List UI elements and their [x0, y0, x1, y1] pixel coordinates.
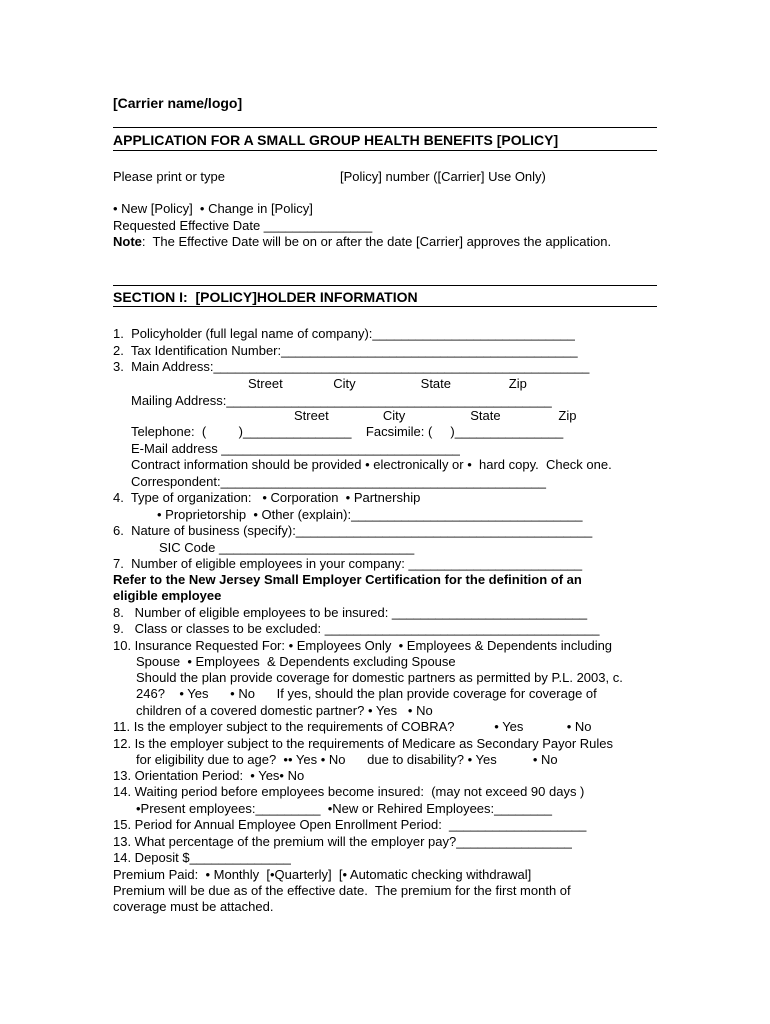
- organization-type-options-2[interactable]: • Proprietorship • Other (explain):________________________________: [157, 507, 583, 522]
- employees-insured-field[interactable]: 8. Number of eligible employees to be insured: ___________________________: [113, 605, 588, 620]
- title-top-rule: [113, 127, 657, 128]
- deposit-field[interactable]: 14. Deposit $______________: [113, 850, 291, 865]
- mailing-address-field[interactable]: Mailing Address:_____________________________________________: [131, 393, 552, 408]
- premium-due-note: Premium will be due as of the effective date. The premium for the first month of: [113, 883, 571, 898]
- insurance-requested-options-2[interactable]: Spouse • Employees & Dependents excluding Spouse: [136, 654, 456, 669]
- nature-of-business-field[interactable]: 6. Nature of business (specify):_________________________________________: [113, 523, 593, 538]
- correspondent-field[interactable]: Correspondent:_____________________________________________: [131, 474, 546, 489]
- employer-premium-percentage-field[interactable]: 13. What percentage of the premium will the employer pay?________________: [113, 834, 572, 849]
- premium-paid-options[interactable]: Premium Paid: • Monthly [•Quarterly] [• Automatic checking withdrawal]: [113, 867, 532, 882]
- sic-code-field[interactable]: SIC Code ___________________________: [159, 540, 415, 555]
- open-enrollment-field[interactable]: 15. Period for Annual Employee Open Enrollment Period: ___________________: [113, 817, 587, 832]
- policyholder-name-field[interactable]: 1. Policyholder (full legal name of company):____________________________: [113, 326, 575, 341]
- carrier-name-logo: [Carrier name/logo]: [113, 95, 243, 111]
- requested-effective-date-field[interactable]: Requested Effective Date _______________: [113, 218, 373, 233]
- mailing-address-sublabels: Street City State Zip: [294, 408, 577, 423]
- main-address-field[interactable]: 3. Main Address:____________________________________________________: [113, 359, 590, 374]
- certification-reference: Refer to the New Jersey Small Employer Certification for the definition of an: [113, 572, 582, 587]
- cobra-question[interactable]: 11. Is the employer subject to the requirements of COBRA? • Yes • No: [113, 719, 592, 734]
- new-or-change-policy-options[interactable]: • New [Policy] • Change in [Policy]: [113, 201, 313, 216]
- orientation-period-options[interactable]: 13. Orientation Period: • Yes• No: [113, 768, 305, 783]
- title-bottom-rule: [113, 150, 657, 151]
- print-or-type-instruction: Please print or type: [113, 169, 226, 184]
- domestic-partner-children-options[interactable]: children of a covered domestic partner? • Yes • No: [136, 703, 433, 718]
- section-top-rule: [113, 285, 657, 286]
- excluded-classes-field[interactable]: 9. Class or classes to be excluded: ______________________________________: [113, 621, 600, 636]
- domestic-partner-options[interactable]: 246? • Yes • No If yes, should the plan provide coverage for coverage of: [136, 686, 597, 701]
- telephone-fax-fields[interactable]: Telephone: ( )_______________ Facsimile: ( )_______________: [131, 424, 564, 439]
- certification-reference-2: eligible employee: [113, 588, 222, 603]
- waiting-period-fields[interactable]: •Present employees:_________ •New or Rehired Employees:________: [136, 801, 552, 816]
- contract-delivery-options[interactable]: Contract information should be provided • electronically or • hard copy. Check one.: [131, 457, 612, 472]
- effective-date-note: [113, 234, 611, 250]
- section-bottom-rule: [113, 306, 657, 307]
- policy-number-field[interactable]: [Policy] number ([Carrier] Use Only): [340, 169, 546, 184]
- email-field[interactable]: E-Mail address _________________________________: [131, 441, 460, 456]
- main-address-sublabels: Street City State Zip: [248, 376, 527, 391]
- waiting-period-question: 14. Waiting period before employees become insured: (may not exceed 90 days ): [113, 784, 585, 799]
- note-text: : The Effective Date will be on or after the date [Carrier] approves the application.: [141, 234, 612, 249]
- form-title: APPLICATION FOR A SMALL GROUP HEALTH BENEFITS [POLICY]: [113, 132, 559, 148]
- insurance-requested-options[interactable]: 10. Insurance Requested For: • Employees Only • Employees & Dependents including: [113, 638, 613, 653]
- tax-id-field[interactable]: 2. Tax Identification Number:_________________________________________: [113, 343, 578, 358]
- organization-type-options[interactable]: 4. Type of organization: • Corporation • Partnership: [113, 490, 421, 505]
- section-1-heading: SECTION I: [POLICY]HOLDER INFORMATION: [113, 289, 418, 305]
- medicare-question: 12. Is the employer subject to the requirements of Medicare as Secondary Payor Rules: [113, 736, 614, 751]
- medicare-options[interactable]: for eligibility due to age? •• Yes • No due to disability? • Yes • No: [136, 752, 558, 767]
- premium-due-note-2: coverage must be attached.: [113, 899, 274, 914]
- eligible-employees-field[interactable]: 7. Number of eligible employees in your company: ________________________: [113, 556, 583, 571]
- note-label: Note: [113, 234, 142, 249]
- domestic-partner-question: Should the plan provide coverage for domestic partners as permitted by P.L. 2003, c.: [136, 670, 623, 685]
